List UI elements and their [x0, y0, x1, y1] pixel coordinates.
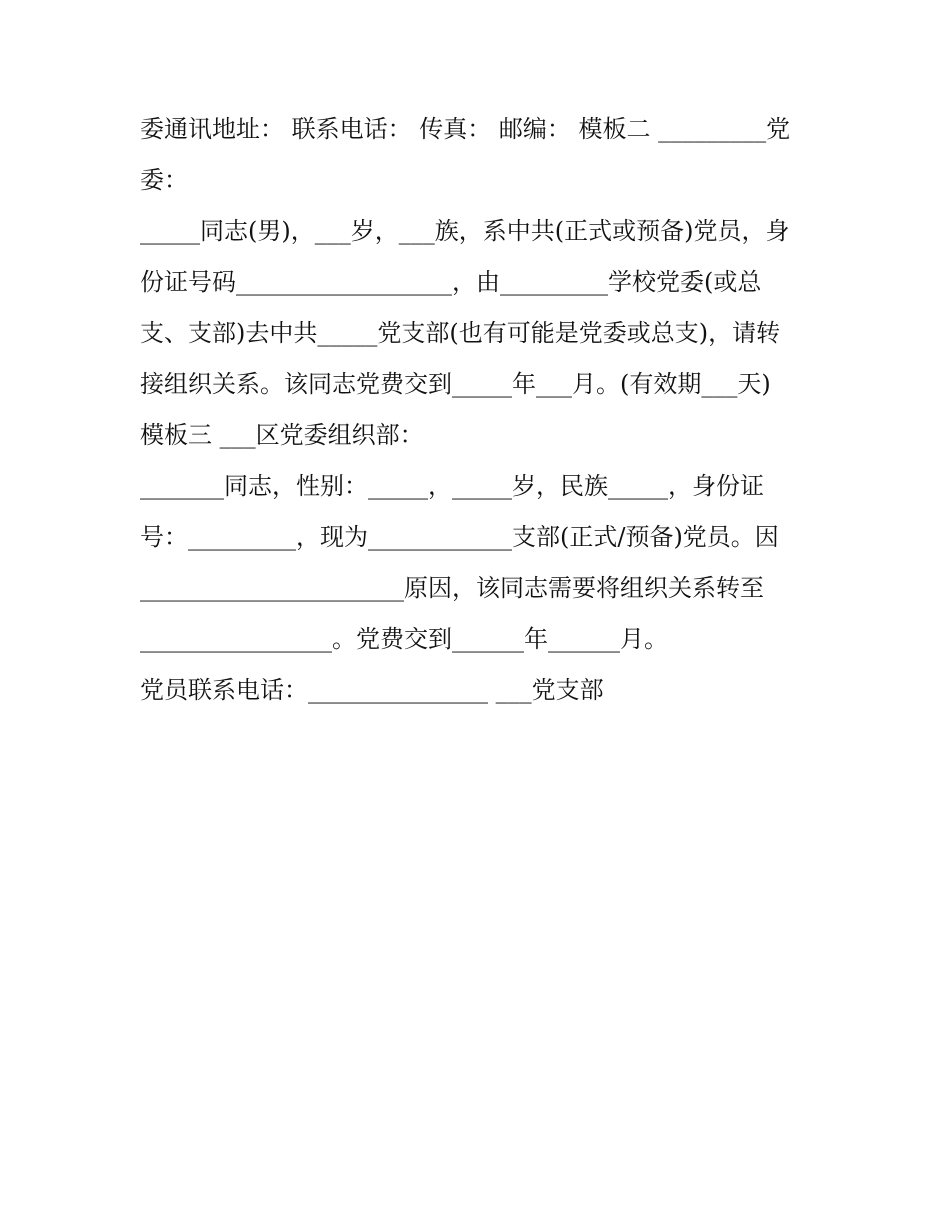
text-line-4: 份证号码__________________，由_________学校党委(或总 — [140, 268, 762, 296]
text-line-12: 党员联系电话：_______________ ___党支部 — [140, 676, 604, 704]
text-line-8: _______同志，性别：_____，_____岁，民族_____，身份证 — [140, 472, 764, 500]
text-line-1: 委通讯地址： 联系电话： 传真： 邮编： 模板二 _________党 — [140, 115, 791, 143]
text-line-2: 委： — [140, 166, 188, 194]
document-body — [140, 104, 810, 716]
text-line-11: ________________。党费交到______年______月。 — [140, 625, 668, 653]
text-line-3: _____同志(男)，___岁，___族，系中共(正式或预备)党员，身 — [140, 217, 790, 245]
text-line-7: 模板三 ___区党委组织部： — [140, 421, 424, 449]
text-line-10: ______________________原因，该同志需要将组织关系转至 — [140, 574, 764, 602]
text-line-5: 支、支部)去中共_____党支部(也有可能是党委或总支)，请转 — [140, 319, 781, 347]
text-line-9: 号：_________，现为____________支部(正式/预备)党员。因 — [140, 523, 779, 551]
text-line-6: 接组织关系。该同志党费交到_____年___月。(有效期___天) — [140, 370, 771, 398]
